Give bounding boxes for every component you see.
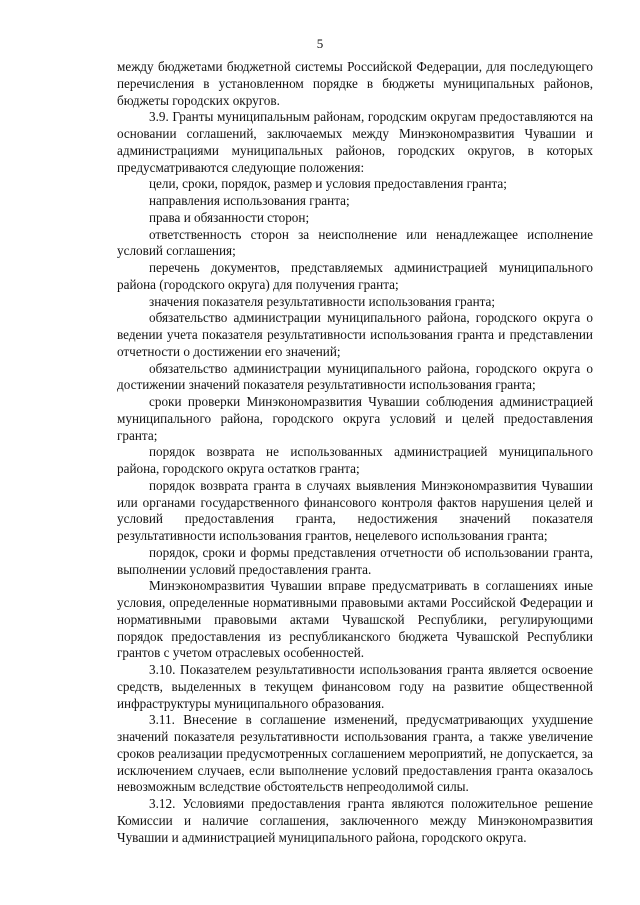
list-item: значения показателя результативности использования гранта; bbox=[149, 293, 496, 309]
paragraph-3-10: 3.10. Показателем результативности использования гранта является освоение средств, выделенных в текущем финансовом году на развитие общественной инфраструктуры муниципального образования. bbox=[117, 662, 593, 711]
list-item: ответственность сторон за неисполнение или ненадлежащее исполнение условий соглашения; bbox=[117, 226, 593, 259]
page-number: 5 bbox=[316, 36, 324, 51]
list-item: направления использования гранта; bbox=[149, 193, 350, 208]
paragraph-3-12: 3.12. Условиями предоставления гранта являются положительное решение Комиссии и наличие соглашения, заключенного между Минэкономразвития Чувашии и администрацией муниципального района, городского округа. bbox=[117, 796, 593, 845]
list-item: обязательство администрации муниципального района, городского округа о достижении значений показателя результативности использования гранта; bbox=[117, 360, 593, 393]
list-item: цели, сроки, порядок, размер и условия предоставления гранта; bbox=[149, 176, 507, 192]
list-item: порядок возврата гранта в случаях выявления Минэкономразвития Чувашии или органами государственного финансового контроля фактов нарушения целей и условий предоставления гранта, недостижения значений показателя результативности использования грантов, нецелевого использования гранта; bbox=[117, 477, 593, 543]
list-item: порядок возврата не использованных администрацией муниципального района, городского округа остатков гранта; bbox=[117, 444, 593, 476]
document-body bbox=[117, 59, 593, 846]
list-item: перечень документов, представляемых администрацией муниципального района (городского округа) для получения гранта; bbox=[117, 260, 593, 292]
paragraph-3-11: 3.11. Внесение в соглашение изменений, предусматривающих ухудшение значений показателя результативности использования гранта, а также увеличение сроков реализации предусмотренных соглашением мероприятий, не допускается, за исключением случаев, если выполнение условий предоставления гранта оказалось невозможным вследствие обстоятельств непреодолимой силы. bbox=[117, 712, 593, 795]
paragraph-continuation: между бюджетами бюджетной системы Российской Федерации, для последующего перечисления в установленном порядке в бюджеты муниципальных районов, бюджеты городских округов. bbox=[117, 59, 593, 108]
paragraph-3-9: 3.9. Гранты муниципальным районам, городским округам предоставляются на основании соглашений, заключаемых между Минэкономразвития Чувашии и администрациями муниципальных районов, городских округов, в которых предусматриваются следующие положения: bbox=[117, 109, 593, 175]
list-item: права и обязанности сторон; bbox=[149, 209, 310, 225]
list-item: порядок, сроки и формы представления отчетности об использовании гранта, выполнении условий предоставления гранта. bbox=[117, 544, 593, 577]
list-item: сроки проверки Минэкономразвития Чувашии соблюдения администрацией муниципального района, городского округа условий и целей предоставления гранта; bbox=[117, 394, 593, 443]
paragraph-additional-conditions: Минэкономразвития Чувашии вправе предусматривать в соглашениях иные условия, определенные нормативными правовыми актами Российской Федерации и нормативными правовыми актами Чувашской Республики, регулирующими порядок предоставления из республиканского бюджета Чувашской Республики грантов с учетом отраслевых особенностей. bbox=[117, 578, 593, 661]
list-item: обязательство администрации муниципального района, городского округа о ведении учета показателя результативности использования гранта и представлении отчетности о достижении его значений; bbox=[117, 310, 593, 359]
